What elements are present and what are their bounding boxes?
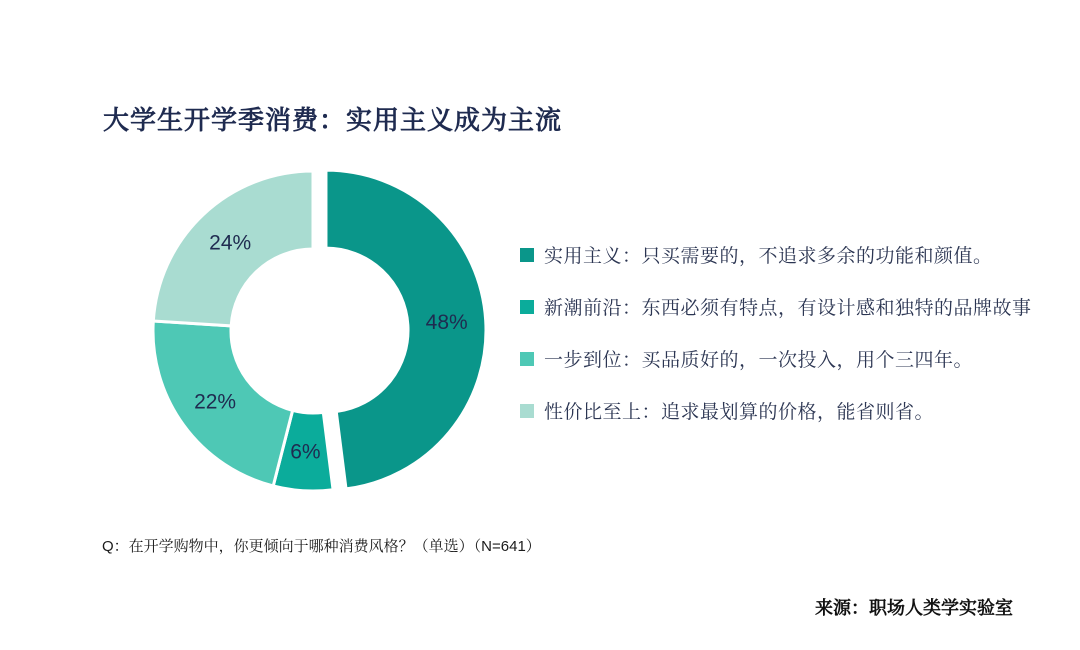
legend-item-label: 新潮前沿：东西必须有特点，有设计感和独特的品牌故事 (544, 298, 1032, 319)
segment-value-label: 48% (425, 311, 468, 335)
legend-item (520, 347, 1032, 370)
legend-swatch-icon (520, 352, 534, 366)
legend-item (520, 243, 1032, 266)
source-credit: 来源：职场人类学实验室 (815, 598, 1013, 618)
legend-item-label: 实用主义：只买需要的，不追求多余的功能和颜值。 (544, 246, 993, 267)
page-title: 大学生开学季消费：实用主义成为主流 (103, 105, 563, 135)
legend-swatch-icon (520, 404, 534, 418)
legend-item (520, 399, 1032, 422)
legend-swatch-icon (520, 300, 534, 314)
segment-value-label: 24% (209, 231, 252, 255)
legend-item (520, 295, 1032, 318)
segment-value-label: 22% (194, 390, 237, 414)
question-footnote: Q：在开学购物中，你更倾向于哪种消费风格？（单选）（N=641） (102, 538, 541, 555)
chart-legend (520, 243, 1032, 451)
legend-swatch-icon (520, 248, 534, 262)
legend-item-label: 性价比至上：追求最划算的价格，能省则省。 (544, 402, 935, 423)
legend-item-label: 一步到位：买品质好的，一次投入，用个三四年。 (544, 350, 974, 371)
segment-value-label: 6% (290, 440, 321, 464)
